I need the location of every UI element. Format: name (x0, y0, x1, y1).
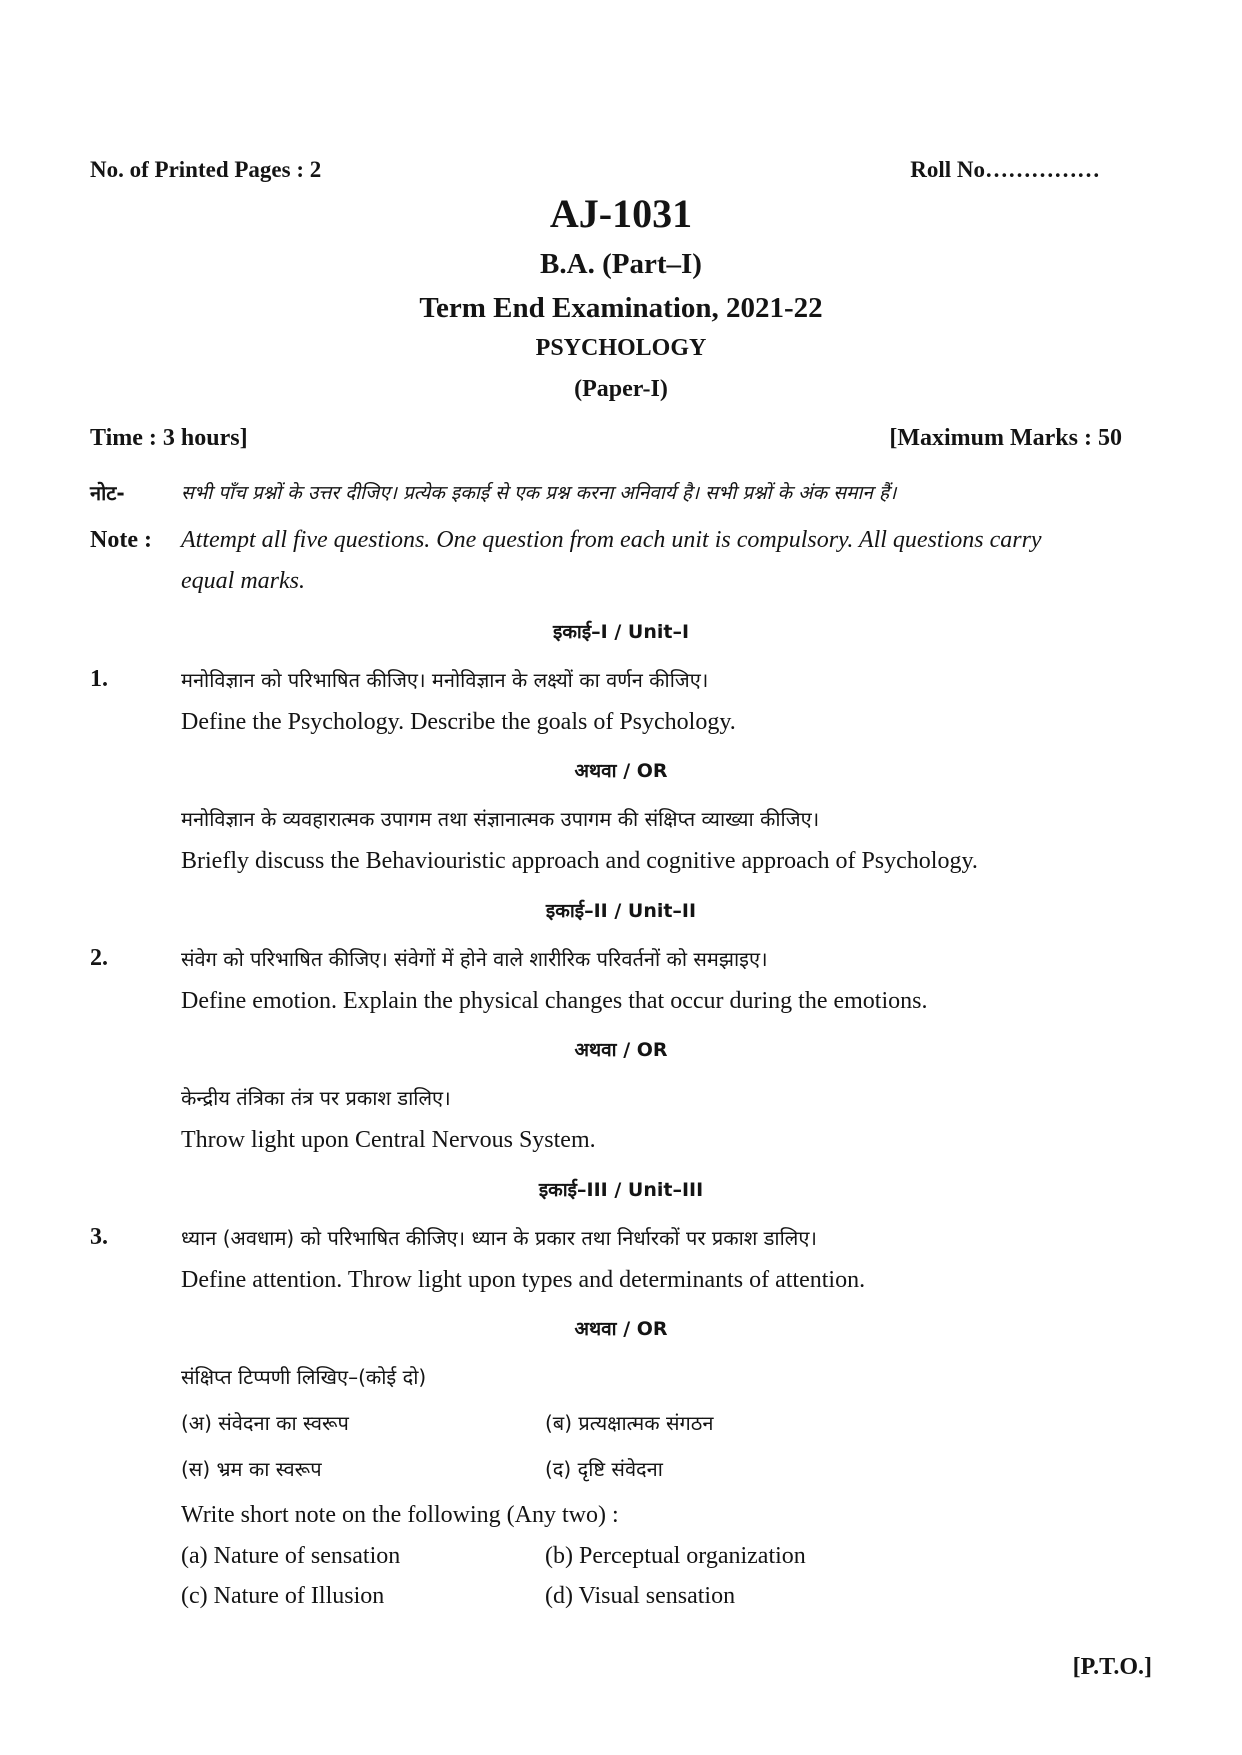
or-divider-2 (0, 1036, 1242, 1062)
question-1-english-text: Define the Psychology. Describe the goals of Psychology. (181, 709, 736, 735)
note-english-label: Note : (90, 527, 152, 553)
maximum-marks: [Maximum Marks : 50 (889, 425, 1122, 451)
question-1-alt-english-text: Briefly discuss the Behaviouristic approach and cognitive approach of Psychology. (181, 848, 978, 874)
question-1-hindi-text: मनोविज्ञान को परिभाषित कीजिए। मनोविज्ञान के लक्ष्यों का वर्णन कीजिए। (181, 668, 709, 692)
question-2-number: 2. (90, 945, 108, 971)
question-3-alt-english-text: Write short note on the following (Any two) : (181, 1502, 619, 1528)
option-hindi-d: (द) दृष्टि संवेदना (545, 1457, 663, 1481)
subject-name: PSYCHOLOGY (535, 335, 707, 361)
note-english-line-1: Attempt all five questions. One question from each unit is compulsory. All questions carry (181, 527, 1042, 553)
question-2-hindi-text: संवेग को परिभाषित कीजिए। संवेगों में होने वाले शारीरिक परिवर्तनों को समझाइए। (181, 947, 768, 971)
paper-number: (Paper-I) (574, 376, 668, 402)
or-divider-3 (0, 1315, 1242, 1341)
option-english-d: (d) Visual sensation (545, 1583, 736, 1609)
note-english-line-2: equal marks. (181, 568, 305, 594)
roll-number-field: Roll No…………… (910, 157, 1100, 182)
unit-1-heading-text: इकाई–I / Unit–I (552, 621, 690, 643)
unit-2-heading (0, 897, 1242, 923)
or-label: अथवा / OR (574, 1039, 668, 1061)
question-3-number: 3. (90, 1224, 108, 1250)
option-hindi-b: (ब) प्रत्यक्षात्मक संगठन (545, 1411, 714, 1435)
question-1-number: 1. (90, 666, 108, 692)
please-turn-over: [P.T.O.] (1072, 1654, 1152, 1680)
question-2-english-text: Define emotion. Explain the physical changes that occur during the emotions. (181, 988, 928, 1014)
paper-code: AJ-1031 (549, 191, 693, 236)
unit-2-heading-text: इकाई–II / Unit–II (545, 900, 697, 922)
header-line (90, 157, 1152, 191)
question-3-hindi-text: ध्यान (अवधाम) को परिभाषित कीजिए। ध्यान के प्रकार तथा निर्धारकों पर प्रकाश डालिए। (181, 1226, 817, 1250)
unit-3-heading-text: इकाई–III / Unit–III (538, 1179, 704, 1201)
course-name: B.A. (Part–I) (540, 248, 702, 280)
unit-1-heading (0, 618, 1242, 644)
option-english-a: (a) Nature of sensation (181, 1543, 401, 1569)
note-hindi-label: नोट- (90, 481, 125, 505)
option-hindi-c: (स) भ्रम का स्वरूप (181, 1457, 322, 1481)
option-hindi-a: (अ) संवेदना का स्वरूप (181, 1411, 349, 1435)
question-3-english-text: Define attention. Throw light upon types and determinants of attention. (181, 1267, 866, 1293)
option-english-c: (c) Nature of Illusion (181, 1583, 385, 1609)
printed-pages: No. of Printed Pages : 2 (90, 157, 322, 182)
note-hindi-text: सभी पाँच प्रश्नों के उत्तर दीजिए। प्रत्येक इकाई से एक प्रश्न करना अनिवार्य है। सभी प्रश्नों के अंक समान हैं। (181, 482, 897, 504)
or-label: अथवा / OR (574, 1318, 668, 1340)
time-marks-line (90, 425, 1152, 459)
exam-name: Term End Examination, 2021-22 (419, 292, 823, 324)
question-1-alt-hindi-text: मनोविज्ञान के व्यवहारात्मक उपागम तथा संज्ञानात्मक उपागम की संक्षिप्त व्याख्या कीजिए। (181, 807, 820, 831)
question-3-alt-hindi-text: संक्षिप्त टिप्पणी लिखिए–(कोई दो) (181, 1365, 427, 1389)
or-divider-1 (0, 757, 1242, 783)
option-english-b: (b) Perceptual organization (545, 1543, 806, 1569)
question-2-alt-hindi-text: केन्द्रीय तंत्रिका तंत्र पर प्रकाश डालिए। (181, 1086, 451, 1110)
or-label: अथवा / OR (574, 760, 668, 782)
unit-3-heading (0, 1176, 1242, 1202)
question-2-alt-english-text: Throw light upon Central Nervous System. (181, 1127, 596, 1153)
time-allowed: Time : 3 hours] (90, 425, 248, 451)
